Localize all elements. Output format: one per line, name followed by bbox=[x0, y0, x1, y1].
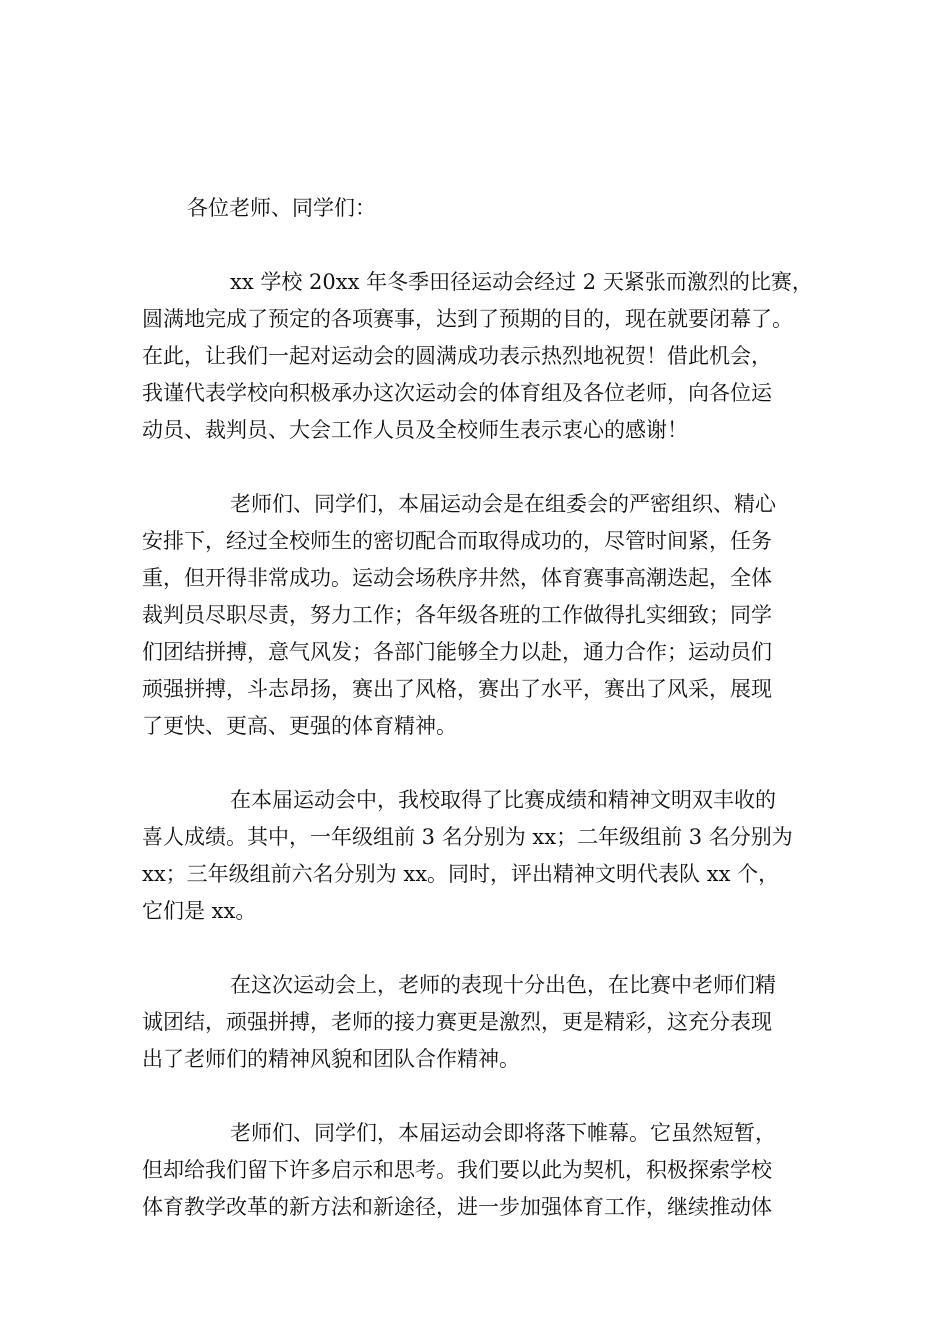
paragraph-line: 了更快、更高、更强的体育精神。 bbox=[142, 714, 457, 738]
paragraph-line: 我谨代表学校向积极承办这次运动会的体育组及各位老师，向各位运 bbox=[142, 381, 772, 405]
paragraph-teachers bbox=[142, 967, 832, 1078]
paragraph-line: 裁判员尽职尽责，努力工作；各年级各班的工作做得扎实细致；同学 bbox=[142, 603, 772, 627]
paragraph-line: 安排下，经过全校师生的密切配合而取得成功的，尽管时间紧，任务 bbox=[142, 529, 772, 553]
greeting: 各位老师、同学们： bbox=[187, 196, 376, 220]
paragraph-line: 老师们、同学们，本届运动会是在组委会的严密组织、精心 bbox=[230, 492, 776, 516]
paragraph-organization bbox=[142, 486, 832, 745]
paragraph-line: 出了老师们的精神风貌和团队合作精神。 bbox=[142, 1047, 520, 1071]
paragraph-line: 动员、裁判员、大会工作人员及全校师生表示衷心的感谢！ bbox=[142, 418, 688, 442]
paragraph-line: 在本届运动会中，我校取得了比赛成绩和精神文明双丰收的 bbox=[230, 788, 776, 812]
paragraph-line: 重，但开得非常成功。运动会场秩序井然，体育赛事高潮迭起，全体 bbox=[142, 566, 772, 590]
paragraph-closing-announcement bbox=[142, 264, 832, 449]
paragraph-line: 们团结拼搏，意气风发；各部门能够全力以赴，通力合作；运动员们 bbox=[142, 640, 772, 664]
paragraph-line: xx 学校 20xx 年冬季田径运动会经过 2 天紧张而激烈的比赛， bbox=[230, 270, 813, 294]
paragraph-line: 体育教学改革的新方法和新途径，进一步加强体育工作，继续推动体 bbox=[142, 1195, 772, 1219]
paragraph-line: 顽强拼搏，斗志昂扬，赛出了风格，赛出了水平，赛出了风采，展现 bbox=[142, 677, 772, 701]
paragraph-line: xx；三年级组前六名分别为 xx。同时，评出精神文明代表队 xx 个， bbox=[142, 862, 780, 886]
paragraph-line: 但却给我们留下许多启示和思考。我们要以此为契机，积极探索学校 bbox=[142, 1158, 772, 1182]
paragraph-line: 诚团结，顽强拼搏，老师的接力赛更是激烈，更是精彩，这充分表现 bbox=[142, 1010, 772, 1034]
paragraph-results bbox=[142, 782, 832, 930]
paragraph-line: 在这次运动会上，老师的表现十分出色，在比赛中老师们精 bbox=[230, 973, 776, 997]
paragraph-line: 在此，让我们一起对运动会的圆满成功表示热烈地祝贺！借此机会， bbox=[142, 344, 772, 368]
paragraph-line: 老师们、同学们，本届运动会即将落下帷幕。它虽然短暂， bbox=[230, 1121, 776, 1145]
paragraph-closing-remarks bbox=[142, 1115, 832, 1226]
paragraph-line: 喜人成绩。其中，一年级组前 3 名分别为 xx；二年级组前 3 名分别为 bbox=[142, 825, 793, 849]
document-body bbox=[142, 190, 832, 1263]
paragraph-line: 它们是 xx。 bbox=[142, 899, 257, 923]
paragraph-line: 圆满地完成了预定的各项赛事，达到了预期的目的，现在就要闭幕了。 bbox=[142, 307, 793, 331]
